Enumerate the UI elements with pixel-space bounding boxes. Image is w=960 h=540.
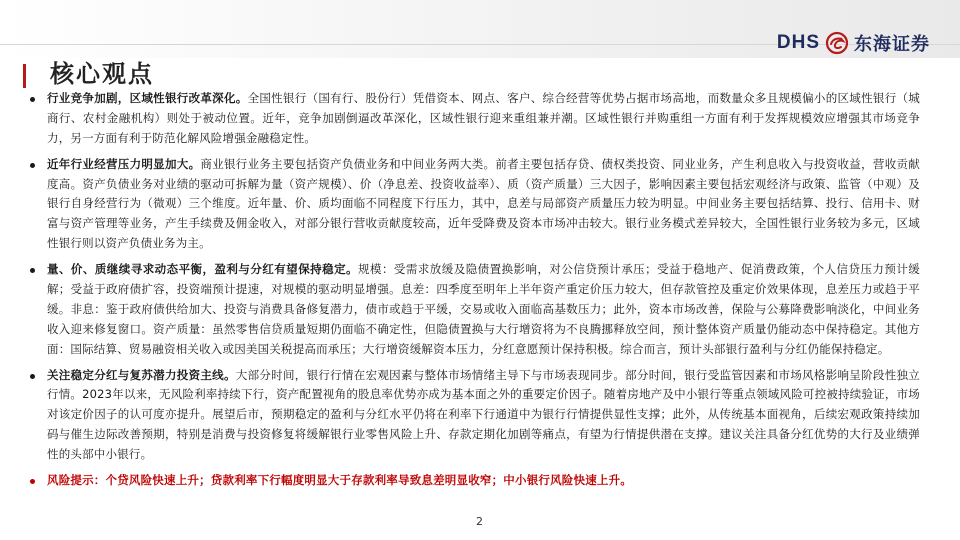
page-title: 核心观点	[50, 59, 154, 88]
logo-text-cn: 东海证券	[854, 34, 930, 55]
bullet-dot-icon	[30, 374, 35, 379]
key-point-lead: 关注稳定分红与复苏潜力投资主线。	[47, 367, 236, 382]
company-logo	[777, 28, 930, 58]
risk-warning	[30, 471, 920, 491]
key-point-1	[30, 89, 920, 149]
key-point-body: 大部分时间，银行行情在宏观因素与整体市场情绪主导下与市场表现同步。部分时间，银行受监管因素和市场风格影响呈阶段性独立行情。2023年以来，无风险利率持续下行，资产配置视角的股息率优势亦成为基本面之外的重要定价因子。随着房地产及中小银行等重点领域风险可控被持续验证，市场对该定价因子的认可度亦提升。展望后市，预期稳定的盈利与分红水平仍将在利率下行通道中为银行行情提供显性支撑；此外，从传统基本面视角，后续宏观政策持续加码与催生边际改善预期，特别是消费与投资修复将缓解银行业零售风险上升、存款定期化加剧等痛点，有望为行情提供潜在支撑。建议关注具备分红优势的大行及业绩弹性的头部中小银行。	[47, 367, 920, 462]
logo-text-en: DHS	[776, 32, 820, 53]
title-accent-bar	[23, 64, 26, 88]
key-point-body: 商业银行业务主要包括资产负债业务和中间业务两大类。前者主要包括存贷、债权类投资、同业业务，产生利息收入与投资收益，营收贡献度高。资产负债业务对业绩的驱动可拆解为量（资产规模）、价（净息差、投资收益率）、质（资产质量）三大因子，影响因素主要包括宏观经济与政策、监管（中观）及银行自身经营行为（微观）三个维度。近年量、价、质均面临不同程度下行压力，其中，息差与局部资产质量压力较为明显。中间业务主要包括结算、投行、信用卡、财富与资产管理等业务，产生手续费及佣金收入，对部分银行营收贡献度较高，近年受降费及资本市场冲击较大。银行业务模式差异较大，全国性银行业务较为多元，区域性银行则以资产负债业务为主。	[47, 156, 920, 251]
key-point-body: 全国性银行（国有行、股份行）凭借资本、网点、客户、综合经营等优势占据市场高地，而数量众多且规模偏小的区域性银行（城商行、农村金融机构）则处于被动位置。近年，竞争加剧倒逼改革深化，区域性银行迎来重组兼并潮。区域性银行并购重组一方面有利于发挥规模效应增强其市场竞争力，另一方面有利于防范化解风险增强金融稳定性。	[47, 91, 920, 145]
key-point-body: 规模：受需求放缓及隐债置换影响，对公信贷预计承压；受益于稳地产、促消费政策，个人信贷压力预计缓解；受益于政府债扩容，投资端预计提速，对规模的驱动明显增强。息差：四季度至明年上半年资产重定价压力较大，但存款管控及重定价效果体现，息差压力或趋于平缓。非息：鉴于政府债供给加大、投资与消费具备修复潜力，债市或趋于平缓，交易或收入面临高基数压力；此外，资本市场改善，保险与公募降费影响淡化，中间业务收入迎来修复窗口。资产质量：虽然零售信贷质量短期仍面临不确定性，但隐债置换与大行增资将为不良腾挪释放空间，预计整体资产质量仍能动态中保持稳定。其他方面：国际结算、贸易融资相关收入或因美国关税提高而承压；大行增资缓解资本压力，分红意愿预计保持积极。综合而言，预计头部银行盈利与分红仍能保持稳定。	[47, 262, 920, 356]
bullet-dot-icon	[30, 97, 35, 102]
dragon-logo-icon	[824, 30, 850, 56]
key-point-lead: 近年行业经营压力明显加大。	[47, 156, 201, 171]
key-point-lead: 量、价、质继续寻求动态平衡，盈利与分红有望保持稳定。	[47, 262, 359, 277]
bullet-dot-icon	[30, 268, 35, 273]
key-point-3	[30, 260, 920, 359]
risk-warning-text: 风险提示：个贷风险快速上升；贷款利率下行幅度明显大于存款利率导致息差明显收窄；中小银行风险快速上升。	[47, 473, 632, 488]
bullet-dot-icon	[30, 479, 35, 484]
bullet-dot-icon	[30, 163, 35, 168]
key-point-lead: 行业竞争加剧，区域性银行改革深化。	[47, 91, 248, 105]
key-point-2	[30, 155, 920, 254]
page-number: 2	[476, 515, 483, 528]
key-points	[30, 89, 920, 491]
key-point-4	[30, 366, 920, 465]
